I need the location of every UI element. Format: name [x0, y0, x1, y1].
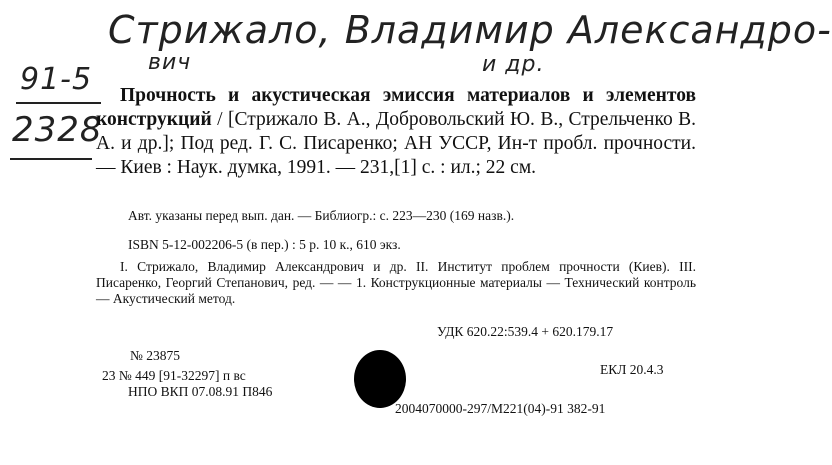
catalog-code: 2004070000-297/М221(04)-91 382-91 — [395, 401, 606, 416]
notes-block — [96, 208, 696, 224]
udk-code: УДК 620.22:539.4 + 620.179.17 — [437, 324, 614, 339]
call-number-underline — [10, 158, 92, 160]
card-punch-hole — [354, 350, 406, 408]
isbn-line: ISBN 5-12-002206-5 (в пер.) : 5 р. 10 к., 610 экз. — [128, 237, 401, 252]
handwritten-author-cont: вич — [148, 50, 192, 75]
book-title: Прочность и акустическая эмиссия материалов и элементов конструкций — [96, 85, 696, 130]
call-number-bottom: 2328 — [12, 110, 103, 150]
call-number-top: 91-5 — [20, 62, 93, 97]
record-line: 23 № 449 [91-32297] п вс — [102, 368, 246, 383]
handwritten-author: Стрижало, Владимир Александро- — [108, 8, 832, 52]
tracings — [96, 259, 696, 307]
bibliographic-description — [96, 84, 696, 180]
handwritten-et-al: и др. — [482, 52, 545, 77]
publisher-line: НПО ВКП 07.08.91 П846 — [128, 384, 273, 399]
tracings-text: I. Стрижало, Владимир Александрович и др. II. Институт проблем прочности (Киев). III. Писаренко, Георгий Степанович, ред. — — 1. Конструкционные материалы — Технический контроль — Акустический метод. — [96, 259, 696, 306]
ekl-code: ЕКЛ 20.4.3 — [600, 362, 664, 377]
card-number: № 23875 — [130, 348, 181, 363]
call-number-divider — [16, 102, 101, 104]
description-paragraph — [96, 84, 696, 180]
authors-note: Авт. указаны перед вып. дан. — Библиогр.: с. 223—230 (169 назв.). — [128, 208, 515, 223]
description-details: / [Стрижало В. А., Добровольский Ю. В., Стрельченко В. А. и др.]; Под ред. Г. С. Писаренко; АН УССР, Ин-т пробл. прочности. — Киев : Наук. думка, 1991. — 231,[1] с. : ил.; 22 см. — [96, 109, 696, 178]
